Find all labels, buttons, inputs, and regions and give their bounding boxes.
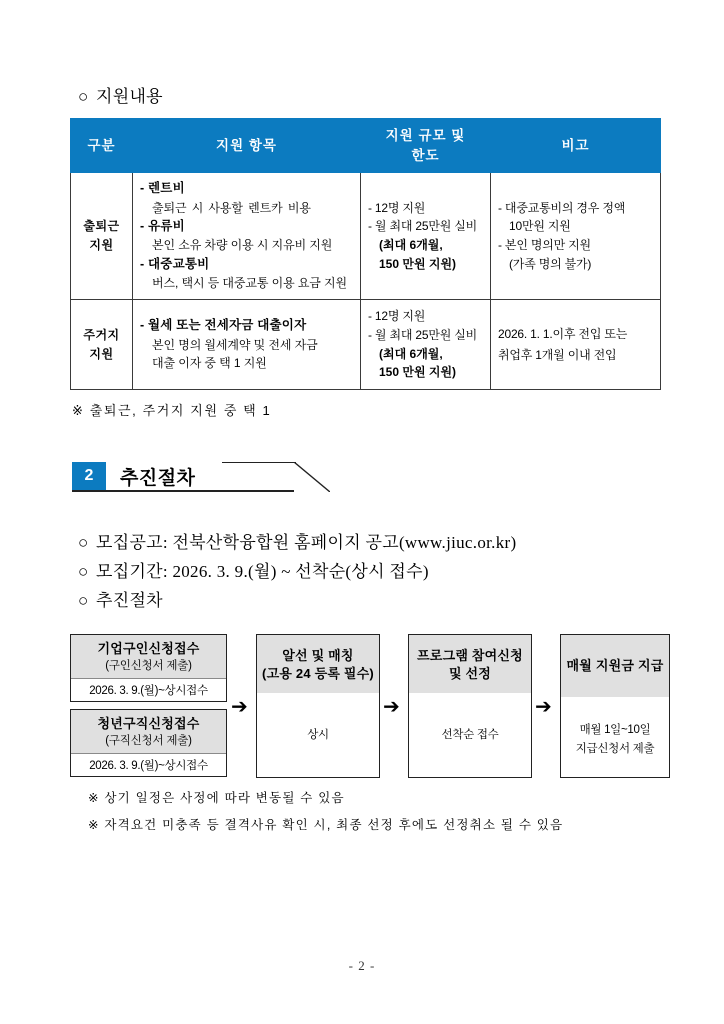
cell-support-note xyxy=(491,173,661,300)
table-row xyxy=(71,173,661,300)
item-sub: 대출 이자 중 택 1 지원 xyxy=(152,356,267,371)
section2-bullet-0 xyxy=(78,528,516,553)
flow-box-title: 청년구직신청접수 xyxy=(97,716,200,731)
flow-box-body: 2026. 3. 9.(월)~상시접수 xyxy=(89,685,208,698)
flow-box-header xyxy=(71,710,226,753)
note-line: 10만원 지원 xyxy=(509,219,571,234)
flow-box-title: 알선 및 매칭 xyxy=(282,648,354,663)
footnote-1: ※ 자격요건 미충족 등 결격사유 확인 시, 최종 선정 후에도 선정취소 될 수 있음 xyxy=(88,818,564,832)
gubun-line1: 주거지 xyxy=(83,327,120,342)
th-scale xyxy=(361,119,491,173)
flow-arrow-icon: ➔ xyxy=(535,694,552,718)
banner-rule-bottom xyxy=(72,490,294,492)
flow-box-header xyxy=(561,635,669,697)
scale-line: (최대 6개월, xyxy=(379,238,443,253)
item-sub: 버스, 택시 등 대중교통 이용 요금 지원 xyxy=(152,276,348,291)
scale-line: 150 만원 지원) xyxy=(379,256,457,271)
flow-box-header xyxy=(257,635,379,693)
note-line: - 본인 명의만 지원 xyxy=(498,238,591,253)
flow-box-monthly-payment xyxy=(560,634,670,778)
flow-box-header xyxy=(71,635,226,678)
th-scale-line2: 한도 xyxy=(411,147,440,163)
flow-box-subtitle: 및 선정 xyxy=(448,666,492,682)
scale-line: - 12명 지원 xyxy=(368,309,426,324)
th-note: 비고 xyxy=(491,119,661,173)
note-line: (가족 명의 불가) xyxy=(509,256,592,271)
th-gubun: 구분 xyxy=(71,119,133,173)
cell-support-items xyxy=(133,300,361,390)
scale-line: 150 만원 지원) xyxy=(379,365,457,380)
flow-arrow-icon: ➔ xyxy=(231,694,248,718)
cell-support-scale xyxy=(361,300,491,390)
cell-support-note xyxy=(491,300,661,390)
table-footnote: ※ 출퇴근, 주거지 지원 중 택 1 xyxy=(72,403,272,418)
page-number: - 2 - xyxy=(348,958,376,973)
banner-slash-decoration xyxy=(294,462,330,492)
cell-gubun xyxy=(71,173,133,300)
gubun-line1: 출퇴근 xyxy=(83,219,120,234)
flow-box-title: 프로그램 참여신청 xyxy=(417,648,523,663)
flow-box-subtitle: (구인신청서 제출) xyxy=(105,660,192,673)
note-line: - 대중교통비의 경우 정액 xyxy=(498,200,626,215)
bullet-circle-icon: ○ xyxy=(78,562,89,581)
cell-support-items xyxy=(133,173,361,300)
note-line: 취업후 1개월 이내 전입 xyxy=(498,347,617,362)
th-item: 지원 항목 xyxy=(133,119,361,173)
footnote-0: ※ 상기 일정은 사정에 따라 변동될 수 있음 xyxy=(88,791,345,805)
item-sub: 출퇴근 시 사용할 렌트카 비용 xyxy=(152,200,311,215)
section1-heading xyxy=(78,82,163,107)
section2-bullet-1 xyxy=(78,557,429,582)
section2-bullet-text: 모집기간: 2026. 3. 9.(월) ~ 선착순(상시 접수) xyxy=(96,562,429,581)
flow-box-body-line2: 지급신청서 제출 xyxy=(575,742,655,755)
flow-box-youth-application xyxy=(70,709,227,777)
flow-box-body-line1: 매월 1일~10일 xyxy=(579,724,651,737)
flow-box-company-application xyxy=(70,634,227,702)
th-scale-line1: 지원 규모 및 xyxy=(385,128,466,143)
flow-box-title: 매월 지원금 지급 xyxy=(566,658,664,673)
flow-box-header xyxy=(409,635,531,693)
flow-box-title: 기업구인신청접수 xyxy=(97,641,200,656)
flow-box-body xyxy=(561,697,669,761)
item-sub: 본인 명의 월세계약 및 전세 자금 xyxy=(152,337,318,352)
gubun-line2: 지원 xyxy=(89,346,114,361)
flow-box-body: 2026. 3. 9.(월)~상시접수 xyxy=(89,760,208,773)
bullet-circle-icon: ○ xyxy=(78,87,89,106)
item-head: - 렌트비 xyxy=(140,181,185,196)
cell-support-scale xyxy=(361,173,491,300)
item-head: - 유류비 xyxy=(140,219,185,234)
flow-box-program-selection xyxy=(408,634,532,778)
support-content-table xyxy=(70,118,661,390)
flow-box-body: 상시 xyxy=(257,693,379,745)
scale-line: - 월 최대 25만원 실비 xyxy=(368,219,478,234)
section2-bullet-2 xyxy=(78,586,163,611)
flow-box-matching xyxy=(256,634,380,778)
section1-heading-text: 지원내용 xyxy=(96,87,163,106)
table-header-row xyxy=(71,119,661,173)
section2-bullet-text: 추진절차 xyxy=(96,591,163,610)
scale-line: (최대 6개월, xyxy=(379,346,443,361)
item-head: - 월세 또는 전세자금 대출이자 xyxy=(140,318,307,333)
section2-title: 추진절차 xyxy=(120,467,196,489)
flow-box-subtitle: (고용 24 등록 필수) xyxy=(262,666,374,682)
bullet-circle-icon: ○ xyxy=(78,591,89,610)
item-head: - 대중교통비 xyxy=(140,257,210,272)
section2-number: 2 xyxy=(72,462,106,490)
flow-arrow-icon: ➔ xyxy=(383,694,400,718)
gubun-line2: 지원 xyxy=(89,238,114,253)
scale-line: - 월 최대 25만원 실비 xyxy=(368,327,478,342)
banner-rule-top xyxy=(222,462,296,463)
section2-bullet-text: 모집공고: 전북산학융합원 홈페이지 공고(www.jiuc.or.kr) xyxy=(96,533,517,552)
section2-banner xyxy=(72,462,330,492)
flow-box-subtitle: (구직신청서 제출) xyxy=(105,735,192,748)
flow-box-body: 선착순 접수 xyxy=(409,693,531,745)
scale-line: - 12명 지원 xyxy=(368,200,426,215)
table-row xyxy=(71,300,661,390)
item-sub: 본인 소유 차량 이용 시 지유비 지원 xyxy=(152,238,333,253)
cell-gubun xyxy=(71,300,133,390)
note-line: 2026. 1. 1.이후 전입 또는 xyxy=(498,327,628,342)
process-flowchart xyxy=(70,634,670,778)
bullet-circle-icon: ○ xyxy=(78,533,89,552)
